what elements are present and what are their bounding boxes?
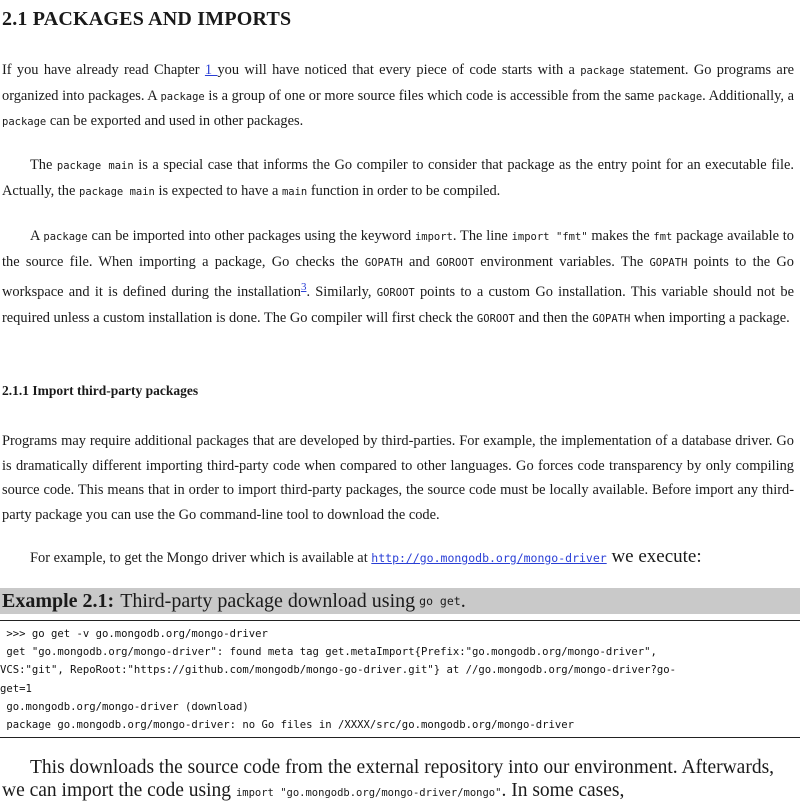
inline-code: package main (56, 160, 134, 172)
code-line: get=1 (0, 682, 32, 695)
text: function in order to be compiled. (307, 182, 501, 199)
section-heading: 2.1 PACKAGES AND IMPORTS (2, 8, 292, 30)
code-block (0, 620, 800, 738)
mongo-driver-link[interactable]: http://go.mongodb.org/mongo-driver (371, 551, 607, 565)
inline-code: package (657, 90, 703, 103)
footnote-link[interactable]: 3 (300, 281, 307, 293)
text: we execute: (606, 546, 702, 567)
inline-code: GOROOT (476, 312, 515, 325)
text: you will have noticed that every piece of code starts with a (217, 62, 581, 78)
text: and (402, 253, 437, 270)
inline-code: main (281, 185, 308, 198)
text: . The line (452, 228, 512, 244)
inline-code: import "fmt" (511, 231, 588, 243)
text: If you have already read Chapter (2, 62, 205, 78)
text: package available to the source file. When importing a package, Go checks the (2, 228, 794, 270)
inline-code: package (580, 65, 625, 77)
text: when importing a package. (630, 309, 790, 326)
inline-code: package main (79, 185, 155, 198)
text: This downloads the source code from the external repository into our environment. Afterwards, we can import the code using (2, 757, 775, 801)
inline-code: GOPATH (649, 256, 688, 269)
example-label: Example 2.1: (2, 589, 115, 612)
inline-code: import (414, 231, 453, 243)
example-title: Third-party package download using (120, 589, 416, 612)
text: The (30, 157, 57, 173)
code-line: package go.mongodb.org/mongo-driver: no Go files in /XXXX/src/go.mongodb.org/mongo-driver (0, 719, 575, 732)
text: points to the Go workspace and it is defined during the installation (2, 253, 794, 300)
text: . Additionally, a (702, 87, 794, 104)
inline-code: import "go.mongodb.org/mongo-driver/mongo" (235, 787, 502, 799)
text: makes the (587, 228, 654, 244)
paragraph-mongo-example (2, 545, 794, 571)
inline-code: GOPATH (364, 256, 403, 269)
paragraph-after-example (2, 756, 798, 805)
text: points to a custom Go installation. This variable should not be required unless a custom installation is done. The Go compiler will first check the (2, 284, 794, 326)
example-end: . (460, 589, 466, 612)
code-line: get "go.mongodb.org/mongo-driver": found meta tag get.metaImport{Prefix:"go.mongodb.org/mongo-driver", (0, 646, 657, 659)
text: can be exported and used in other packages. (46, 113, 304, 129)
inline-code: GOROOT (436, 256, 475, 269)
inline-code: package (160, 90, 205, 103)
paragraph-package-main (2, 153, 794, 204)
code-line: >>> go get -v go.mongodb.org/mongo-driver (0, 628, 268, 640)
text: is a special case that informs the Go compiler to consider that package as the entry point for an executable file. Actually, the (2, 157, 794, 199)
text: A (30, 228, 44, 244)
chapter-link[interactable]: 1 (204, 62, 218, 78)
code-line: VCS:"git", RepoRoot:"https://github.com/mongodb/mongo-go-driver.git"} at //go.mongodb.org/mongo-driver?go- (0, 664, 677, 677)
inline-code: package (2, 116, 47, 128)
inline-code: fmt (653, 231, 673, 243)
paragraph-imports (2, 224, 794, 331)
example-caption (0, 588, 800, 614)
code-line: go.mongodb.org/mongo-driver (download) (0, 700, 249, 713)
text: can be imported into other packages using the keyword (87, 228, 415, 244)
inline-code: package (43, 231, 88, 243)
paragraph-packages-intro (2, 58, 794, 135)
text: For example, to get the Mongo driver which is available at (30, 550, 372, 566)
example-command: go get (419, 594, 461, 608)
paragraph-third-party: Programs may require additional packages that are developed by third-parties. For example, the implementation of a database driver. Go is dramatically different importing third-party code when compared to other languages. Go forces code transparency by only compiling source code. This means that in order to import third-party packages, the source code must be locally available. Before import any third-party package you can use the Go command-line tool to download the code. (2, 433, 794, 523)
text: is a group of one or more source files which code is accessible from the same (204, 87, 658, 104)
subsection-heading: 2.1.1 Import third-party packages (2, 383, 199, 398)
text: . In some cases, (501, 780, 625, 801)
text: and then the (514, 309, 593, 326)
text: . Similarly, (306, 284, 377, 300)
text: environment variables. The (474, 253, 650, 270)
text: is expected to have a (154, 182, 282, 199)
inline-code: GOPATH (592, 312, 631, 325)
text: statement. Go programs are organized into packages. A (2, 62, 795, 104)
inline-code: GOROOT (376, 287, 415, 299)
